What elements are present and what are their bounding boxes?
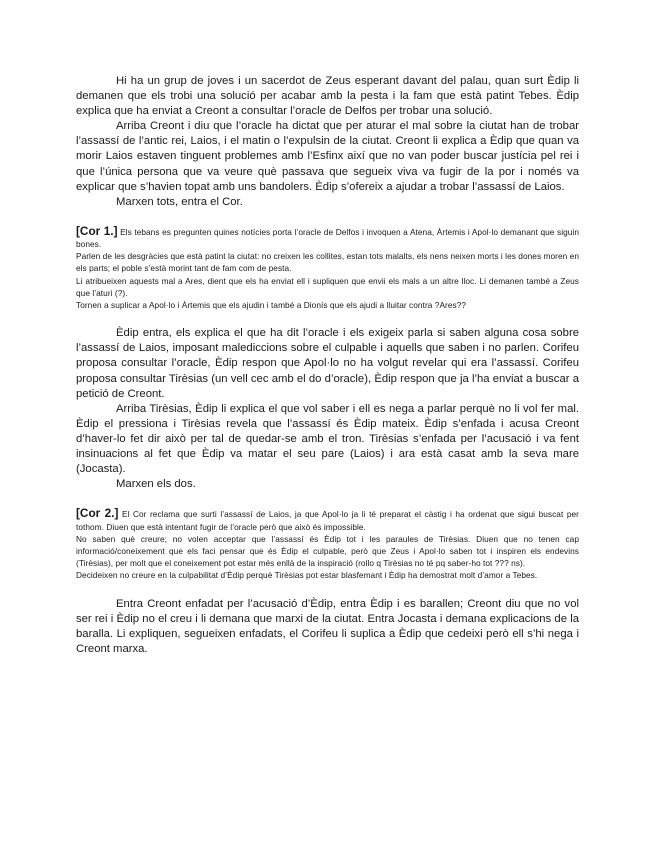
chorus-line: Decideixen no creure en la culpabilitat d’Èdip perquè Tirèsias pot estar blasfemant i Èdip ha demostrat molt d’amor a Tebes. bbox=[76, 570, 538, 581]
narrative-block-2 bbox=[76, 326, 579, 492]
chorus-text: El Cor reclama que surti l’assassí de Laios, ja que Apol·lo ja li té preparat el càstig i ha ordenat que sigui buscat per tothom. Diuen que està intentant fugir de l’oracle però que això és impossible. bbox=[76, 509, 579, 532]
paragraph: Hi ha un grup de joves i un sacerdot de Zeus esperant davant del palau, quan surt Èdip li demanen que els trobi una solució per acabar amb la pesta i la fam que està patint Tebes. Èdip explica que ha enviat a Creont a consultar l’oracle de Delfos per trobar una solució. bbox=[76, 75, 579, 118]
paragraph: Arriba Tirèsias, Èdip li explica el que vol saber i ell es nega a parlar perquè no li vol fer mal. Èdip el pressiona i Tirèsias revela que l’assassí és Èdip mateix. Èdip s’enfada i acusa Creont d’haver-lo fet dir això per tal de quedar-se amb el tron. Tirèsias s’enfada per l’acusació i va fent insinuacions al fet que Èdip va matar el seu pare (Laios) i ara està casat amb la seva mare (Jocasta). bbox=[76, 402, 579, 476]
chorus-section-1 bbox=[76, 225, 579, 311]
chorus-line: Tornen a suplicar a Apol·lo i Àrtemis que els ajudin i també a Dionís que els ajudi a lluitar contra ?Ares?? bbox=[76, 300, 467, 311]
paragraph: Marxen els dos. bbox=[116, 478, 196, 491]
paragraph: Entra Creont enfadat per l’acusació d’Èdip, entra Èdip i es barallen; Creont diu que no vol ser rei i Èdip no el creu i li demana que marxi de la ciutat. Entra Jocasta i demana explicacions de la baralla. Li expliquen, segueixen enfadats, el Corifeu li suplica a Èdip que cedeixi però ell s’hi nega i Creont marxa. bbox=[76, 597, 579, 655]
chorus-line: No saben què creure; no volen acceptar que l’assassí és Èdip tot i les paraules de Tirèsias. Diuen que no tenen cap informació/coneixement que els faci pensar que és Èdip el culpable, però que Zeus i Apol·lo saben tot i inspiren els endevins (Tirèsias), per molt que el coneixement pot estar més enllà de la inspiració (rollo q Tirèsias no té pq saber-ho tot ??? ns). bbox=[76, 533, 579, 569]
paragraph: Marxen tots, entra el Cor. bbox=[116, 195, 243, 208]
chorus-section-2 bbox=[76, 507, 579, 581]
paragraph: Arriba Creont i diu que l’oracle ha dictat que per aturar el mal sobre la ciutat han de trobar l’assassí de l’antic rei, Laios, i el matin o l’expulsin de la ciutat. Creont li explica a Èdip que quan va morir Laios estaven tinguent problemes amb l’Esfinx així que no van poder buscar justícia pel rei i que l’única persona que va veure què passava que segueix viva va fugir de la por i només va explicar que s’havien topat amb uns bandolers. Èdip s’ofereix a ajudar a trobar l’assassí de Laios. bbox=[76, 120, 579, 193]
chorus-label: [Cor 1.] bbox=[76, 223, 118, 238]
chorus-first-line bbox=[76, 225, 579, 250]
document-page bbox=[76, 74, 579, 672]
narrative-block-1 bbox=[76, 74, 579, 210]
chorus-text: Els tebans es pregunten quines notícies porta l’oracle de Delfos i invoquen a Atena, Àrtemis i Apol·lo demanant que siguin bones. bbox=[76, 226, 580, 250]
narrative-block-3 bbox=[76, 597, 579, 657]
chorus-label: [Cor 2.] bbox=[76, 506, 119, 521]
chorus-line: Parlen de les desgràcies que està patint la ciutat: no creixen les collites, estan tots malalts, els nens neixen morts i les dones moren en els parts; el poble s’està morint tant de fam com de pesta. bbox=[76, 251, 579, 274]
chorus-line: Li atribueixen aquests mal a Ares, dient que els ha enviat ell i supliquen que envii els mals a un altre lloc. Li demanen també a Zeus que l’aturi (?). bbox=[76, 275, 579, 298]
paragraph: Èdip entra, els explica el que ha dit l’oracle i els exigeix parla si saben alguna cosa sobre l’assassí de Laios, imposant malediccions sobre el culpable i aquells que saben i no parlen. Corifeu proposa consultar l’oracle, Èdip respon que Apol·lo no ha volgut revelar qui era l’assassí. Corifeu proposa consultar Tirèsias (un vell cec amb el do d’oracle), Èdip respon que ja l’ha enviat a buscar a petició de Creont. bbox=[76, 327, 579, 400]
chorus-first-line bbox=[76, 507, 579, 532]
